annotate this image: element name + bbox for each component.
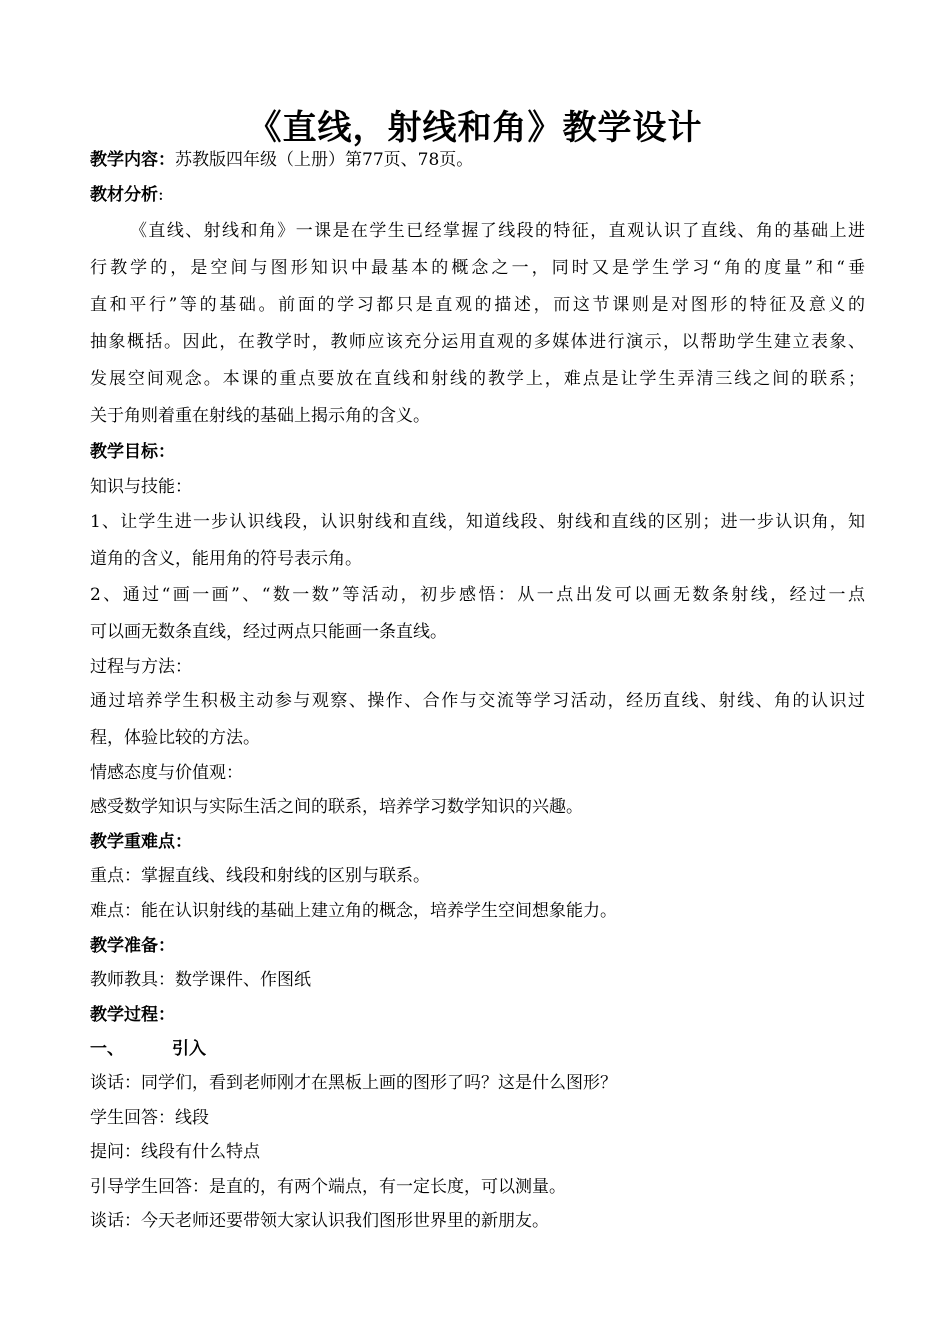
section-1-number: 一、: [90, 1039, 124, 1059]
analysis-line: 行教学的，是空间与图形知识中最基本的概念之一，同时又是学生学习“角的度量”和“垂: [90, 258, 865, 278]
goal-2-line: 2、通过“画一画”、“数一数”等活动，初步感悟：从一点出发可以画无数条射线，经过一点: [90, 585, 865, 605]
goal-2-line: 可以画无数条直线，经过两点只能画一条直线。: [90, 622, 447, 642]
goal-1-line: 道角的含义，能用角的符号表示角。: [90, 549, 362, 569]
key-point: 重点：掌握直线、线段和射线的区别与联系。: [90, 866, 430, 886]
analysis-line: 关于角则着重在射线的基础上揭示角的含义。: [90, 406, 430, 426]
emotion-attitude-label: 情感态度与价值观：: [90, 763, 243, 783]
teaching-content-label: 教学内容：: [90, 150, 175, 170]
dialog-line: 谈话：今天老师还要带领大家认识我们图形世界里的新朋友。: [90, 1211, 549, 1231]
teaching-content-line: [90, 148, 865, 172]
dialog-line: 引导学生回答：是直的，有两个端点，有一定长度，可以测量。: [90, 1177, 566, 1197]
document-title: 《直线，射线和角》教学设计: [247, 108, 703, 148]
material-analysis-label: 教材分析: [90, 185, 158, 205]
emotion-attitude-text: 感受数学知识与实际生活之间的联系，培养学习数学知识的兴趣。: [90, 797, 583, 817]
teaching-process-heading: 教学过程：: [90, 1005, 175, 1025]
material-analysis-heading: [90, 183, 865, 207]
knowledge-skills-label: 知识与技能：: [90, 477, 192, 497]
analysis-line: 抽象概括。因此，在教学时，教师应该充分运用直观的多媒体进行演示，以帮助学生建立表象、: [90, 332, 865, 352]
teaching-content-text: 苏教版四年级（上册）第77页、78页。: [175, 150, 474, 170]
process-line: 通过培养学生积极主动参与观察、操作、合作与交流等学习活动，经历直线、射线、角的认识过: [90, 691, 865, 711]
dialog-line: 学生回答：线段: [90, 1108, 209, 1128]
analysis-line: 直和平行”等的基础。前面的学习都只是直观的描述，而这节课则是对图形的特征及意义的: [90, 295, 865, 315]
section-1-heading: [90, 1037, 865, 1061]
analysis-line: 《直线、射线和角》一课是在学生已经掌握了线段的特征，直观认识了直线、角的基础上进: [130, 221, 865, 241]
difficult-point: 难点：能在认识射线的基础上建立角的概念，培养学生空间想象能力。: [90, 901, 617, 921]
teaching-goals-heading: 教学目标：: [90, 442, 175, 462]
key-difficult-heading: 教学重难点：: [90, 832, 192, 852]
section-1-title: 引入: [172, 1039, 206, 1059]
teaching-prep-text: 教师教具：数学课件、作图纸: [90, 970, 311, 990]
process-line: 程，体验比较的方法。: [90, 728, 260, 748]
teaching-prep-heading: 教学准备：: [90, 936, 175, 956]
dialog-line: 谈话：同学们，看到老师刚才在黑板上画的图形了吗？这是什么图形？: [90, 1073, 617, 1093]
analysis-line: 发展空间观念。本课的重点要放在直线和射线的教学上，难点是让学生弄清三线之间的联系；: [90, 369, 865, 389]
goal-1-line: 1、让学生进一步认识线段，认识射线和直线，知道线段、射线和直线的区别；进一步认识角，知: [90, 512, 865, 532]
material-analysis-colon: :: [158, 185, 164, 205]
dialog-line: 提问：线段有什么特点: [90, 1142, 260, 1162]
process-method-label: 过程与方法：: [90, 657, 192, 677]
